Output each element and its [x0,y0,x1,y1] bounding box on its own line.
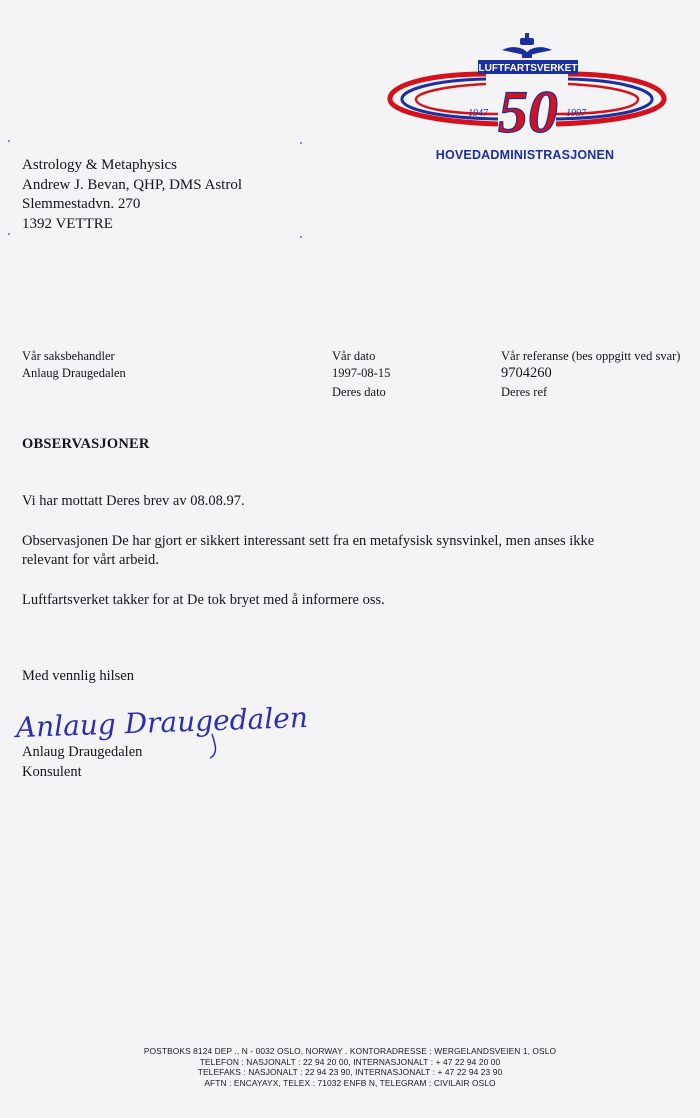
footer-line: POSTBOKS 8124 DEP ., N - 0032 OSLO, NORWAY . KONTORADRESSE : WERGELANDSVEIEN 1, OSLO [143,1046,557,1056]
letter-subject: OBSERVASJONER [22,436,150,452]
body-paragraph: Observasjonen De har gjort er sikkert interessant sett fra en metafysisk synsvinkel, men anses ikke relevant for vårt arbeid. [22,533,595,568]
letterhead-footer [0,1046,700,1088]
logo-year-start: 1947 [468,108,488,119]
footer-line: TELEFON : NASJONALT : 22 94 20 00, INTERNASJONALT : + 47 22 94 20 00 [199,1056,501,1067]
address-line: Astrology & Metaphysics [22,157,177,173]
signer-title: Konsulent [22,764,82,780]
department-name: HOVEDADMINISTRASJONEN [435,148,615,162]
address-line: Slemmestadvn. 270 [22,196,141,212]
signer-name: Anlaug Draugedalen [22,744,143,760]
logo-year-end: 1997 [566,108,586,119]
fold-mark [8,233,10,235]
footer-line: AFTN : ENCAYAYX, TELEX : 71032 ENFB N, TELEGRAM : CIVILAIR OSLO [204,1077,496,1088]
our-date-value: 1997-08-15 [332,366,391,380]
our-ref-label: Vår referanse (bes oppgitt ved svar) [501,349,681,363]
crown-wings-icon [502,33,552,58]
letterhead-logo [386,30,668,148]
handler-value: Anlaug Draugedalen [22,366,126,380]
luftfartsverket-50-emblem [386,30,668,148]
fold-mark [8,140,10,142]
closing-salutation: Med vennlig hilsen [22,668,134,684]
fold-mark [300,142,302,144]
address-line: Andrew J. Bevan, QHP, DMS Astrol [22,176,243,193]
footer-line: TELEFAKS : NASJONALT : 22 94 23 90, INTERNASJONALT : + 47 22 94 23 90 [197,1067,503,1078]
body-paragraph: Luftfartsverket takker for at De tok bryet med å informere oss. [22,592,385,608]
our-date-label: Vår dato [332,349,376,363]
our-ref-value: 9704260 [501,365,552,381]
svg-text:Anlaug Draugedalen: Anlaug Draugedalen [15,700,309,745]
logo-brand-text: LUFTFARTSVERKET [478,63,578,74]
their-date-label: Deres dato [332,385,386,399]
body-paragraph: Vi har mottatt Deres brev av 08.08.97. [22,493,245,509]
recipient-address [22,156,242,234]
fold-mark [300,236,302,238]
address-line: 1392 VETTRE [22,215,113,232]
logo-anniversary-number: 50 [498,79,558,145]
handler-label: Vår saksbehandler [22,349,115,363]
their-ref-label: Deres ref [501,385,548,399]
